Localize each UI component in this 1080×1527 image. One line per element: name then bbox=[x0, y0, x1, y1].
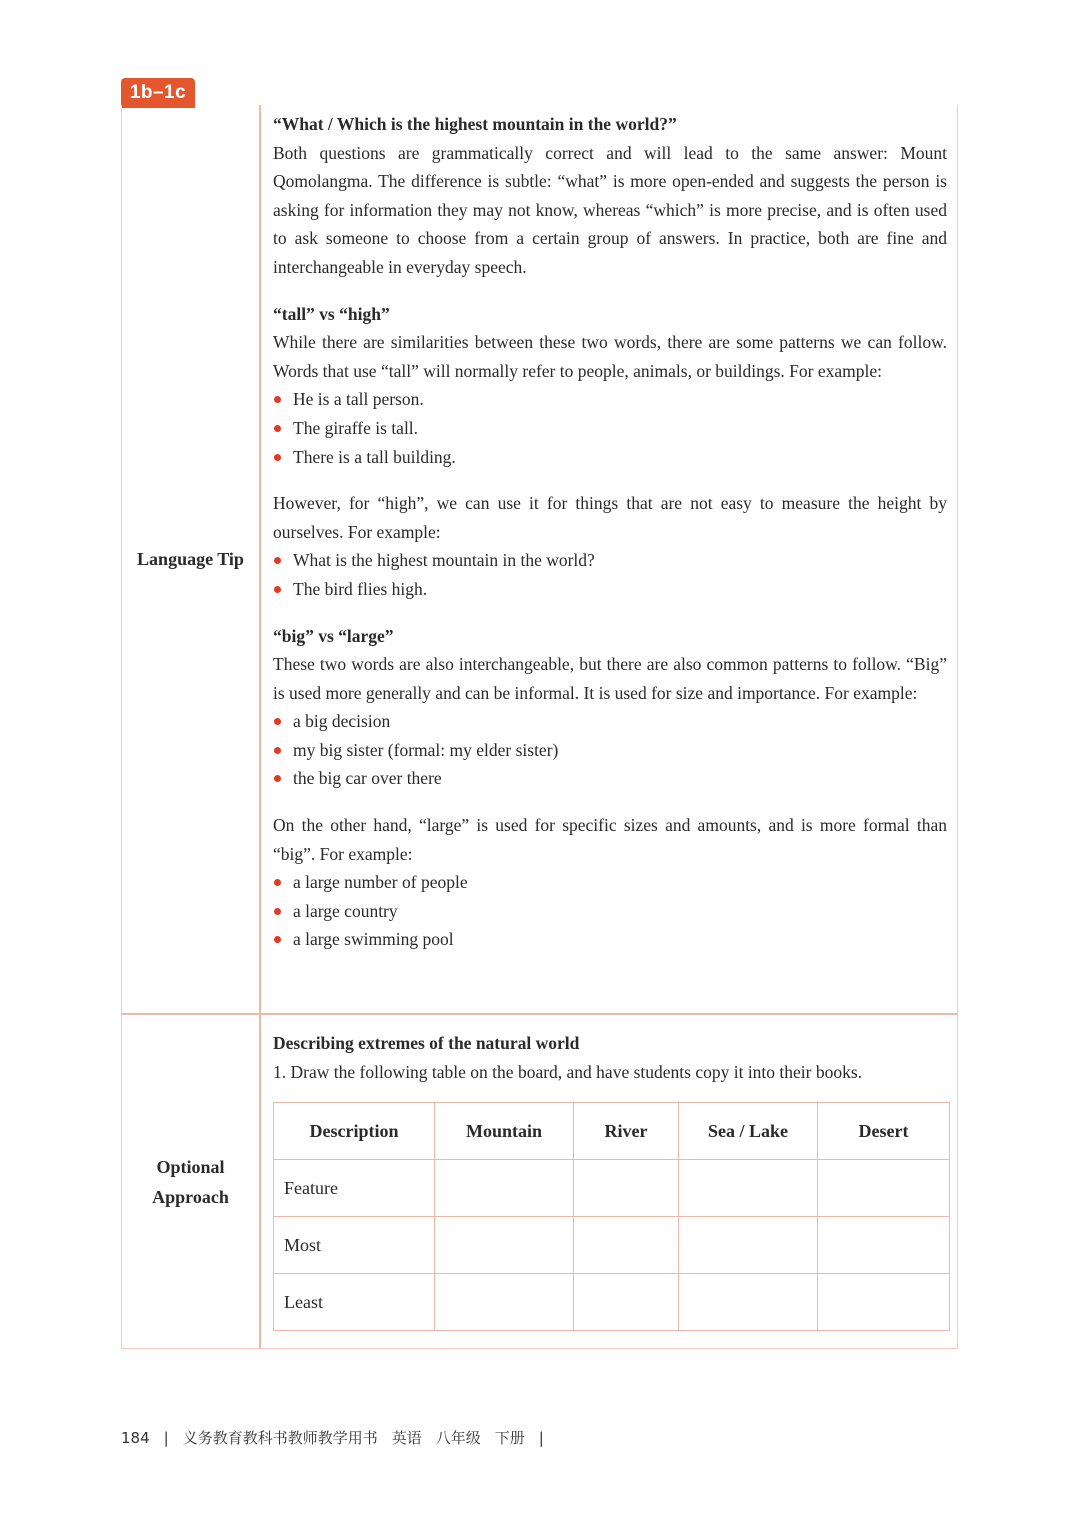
table-header: Desert bbox=[818, 1103, 950, 1160]
row-label: Least bbox=[274, 1274, 435, 1331]
high-examples bbox=[273, 546, 947, 603]
high-body: However, for “high”, we can use it for things that are not easy to measure the height by ourselves. For example: bbox=[273, 493, 947, 542]
table-cell bbox=[679, 1274, 818, 1331]
list-item: There is a tall building. bbox=[273, 443, 947, 472]
what-which-heading: “What / Which is the highest mountain in the world?” bbox=[273, 114, 677, 134]
language-tip-label: Language Tip bbox=[122, 105, 261, 1013]
table-cell bbox=[818, 1160, 950, 1217]
tall-examples bbox=[273, 385, 947, 471]
volume: 下册 bbox=[494, 1429, 525, 1447]
table-header: River bbox=[574, 1103, 679, 1160]
lesson-table bbox=[121, 105, 958, 1349]
footer-divider: | bbox=[163, 1428, 169, 1447]
page-number: 184 bbox=[121, 1428, 150, 1447]
table-cell bbox=[574, 1217, 679, 1274]
optional-approach-label bbox=[122, 1015, 261, 1348]
extremes-table bbox=[273, 1102, 950, 1331]
step-1: 1. Draw the following table on the board, and have students copy it into their books. bbox=[273, 1061, 863, 1082]
list-item: my big sister (formal: my elder sister) bbox=[273, 736, 947, 765]
big-body: These two words are also interchangeable, but there are also common patterns to follow. “Big” is used more generally and can be informal. It is used for size and importance. For example: bbox=[273, 654, 947, 703]
list-item: The bird flies high. bbox=[273, 575, 947, 604]
extremes-heading: Describing extremes of the natural world bbox=[273, 1033, 580, 1053]
table-cell bbox=[818, 1217, 950, 1274]
large-examples bbox=[273, 868, 947, 954]
subject: 英语 bbox=[391, 1429, 422, 1447]
table-cell bbox=[574, 1160, 679, 1217]
optional-label-line2: Approach bbox=[152, 1186, 229, 1207]
table-cell bbox=[679, 1160, 818, 1217]
table-cell bbox=[574, 1274, 679, 1331]
grade: 八年级 bbox=[435, 1429, 481, 1447]
list-item: a big decision bbox=[273, 707, 947, 736]
row-label: Most bbox=[274, 1217, 435, 1274]
list-item: The giraffe is tall. bbox=[273, 414, 947, 443]
tall-body: While there are similarities between these two words, there are some patterns we can follow. Words that use “tall” will normally refer to people, animals, or buildings. For example: bbox=[273, 332, 947, 381]
big-examples bbox=[273, 707, 947, 793]
table-row bbox=[274, 1274, 950, 1331]
table-header: Sea / Lake bbox=[679, 1103, 818, 1160]
table-header: Description bbox=[274, 1103, 435, 1160]
book-title: 义务教育教科书教师教学用书 bbox=[182, 1429, 378, 1447]
list-item: a large swimming pool bbox=[273, 925, 947, 954]
large-body: On the other hand, “large” is used for specific sizes and amounts, and is more formal than “big”. For example: bbox=[273, 815, 947, 864]
table-cell bbox=[679, 1217, 818, 1274]
language-tip-content bbox=[261, 105, 957, 1013]
table-cell bbox=[435, 1274, 574, 1331]
optional-approach-row bbox=[122, 1013, 957, 1348]
table-cell bbox=[818, 1274, 950, 1331]
table-cell bbox=[435, 1160, 574, 1217]
list-item: He is a tall person. bbox=[273, 385, 947, 414]
list-item: a large number of people bbox=[273, 868, 947, 897]
table-header: Mountain bbox=[435, 1103, 574, 1160]
tall-high-heading: “tall” vs “high” bbox=[273, 303, 390, 324]
page-footer bbox=[121, 1427, 544, 1448]
big-large-heading: “big” vs “large” bbox=[273, 625, 394, 646]
footer-divider: | bbox=[538, 1428, 544, 1447]
table-row bbox=[274, 1160, 950, 1217]
table-row bbox=[274, 1217, 950, 1274]
list-item: What is the highest mountain in the world? bbox=[273, 546, 947, 575]
what-which-body: Both questions are grammatically correct and will lead to the same answer: Mount Qomolangma. The difference is subtle: “what” is more open-ended and suggests the person is asking for information they may not know, whereas “which” is more precise, and is often used to ask someone to choose from a certain group of answers. In practice, both are fine and interchangeable in everyday speech. bbox=[273, 142, 947, 277]
section-tag: 1b–1c bbox=[121, 78, 195, 108]
list-item: a large country bbox=[273, 897, 947, 926]
language-tip-row bbox=[122, 105, 957, 1013]
list-item: the big car over there bbox=[273, 764, 947, 793]
row-label: Feature bbox=[274, 1160, 435, 1217]
optional-approach-content bbox=[261, 1015, 960, 1348]
table-header-row bbox=[274, 1103, 950, 1160]
table-cell bbox=[435, 1217, 574, 1274]
optional-label-line1: Optional bbox=[156, 1156, 225, 1177]
